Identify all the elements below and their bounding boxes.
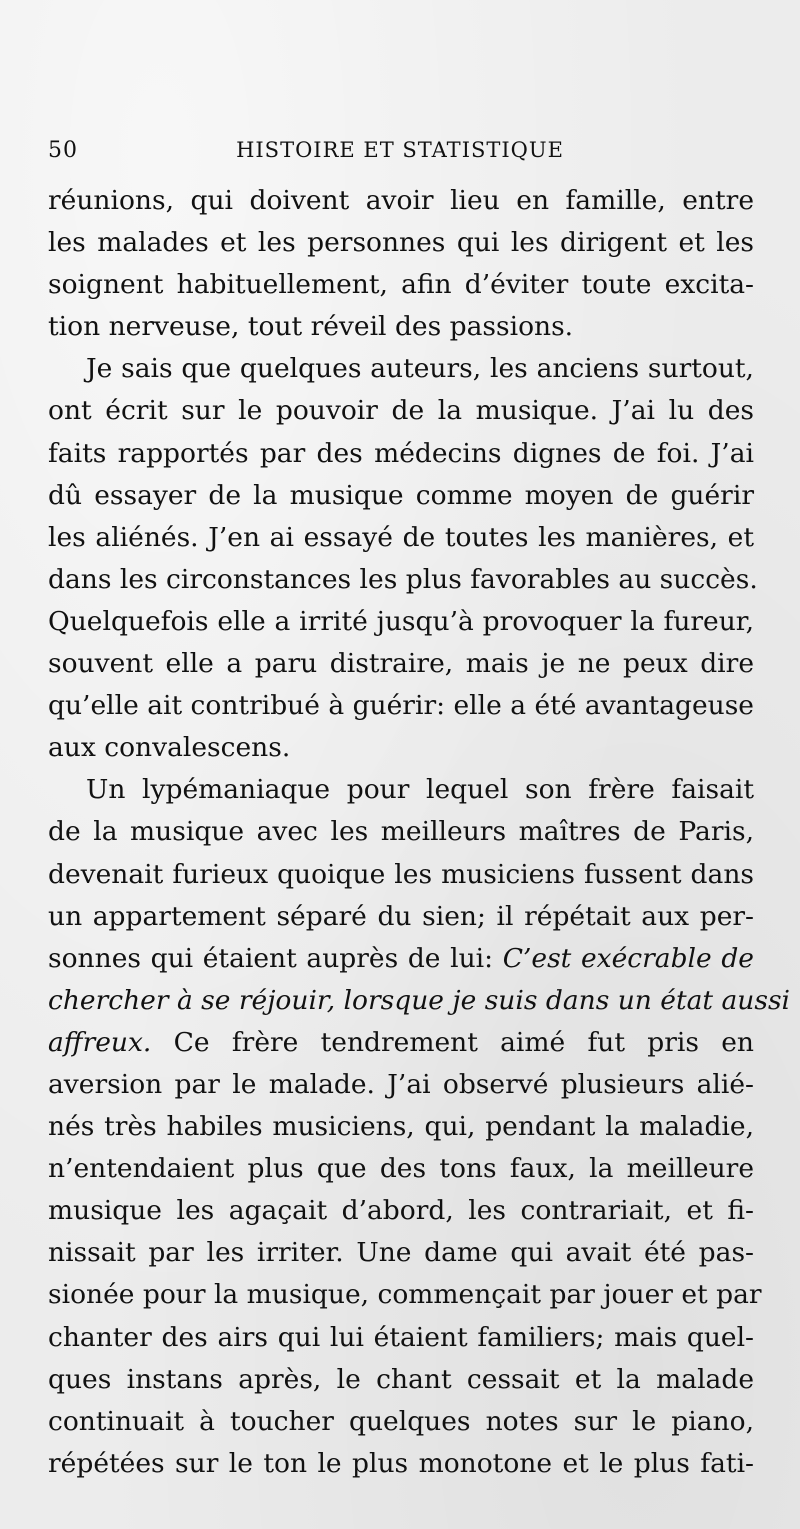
text-line: nissait par les irriter. Une dame qui avait été pas-: [48, 1237, 754, 1269]
page-number: 50: [48, 138, 78, 163]
body-text: [48, 180, 791, 1485]
text-line: Un lypémaniaque pour lequel son frère faisait: [86, 774, 754, 806]
text-line: répétées sur le ton le plus monotone et le plus fati-: [48, 1447, 754, 1479]
page-header: [40, 132, 760, 172]
text-line: sionée pour la musique, commençait par jouer et par: [48, 1279, 762, 1311]
text-line: aux convalescens.: [48, 732, 291, 764]
text-line: réunions, qui doivent avoir lieu en famille, entre: [48, 185, 754, 216]
text-line: les aliénés. J’en ai essayé de toutes les manières, et: [48, 521, 754, 553]
text-line: ques instans après, le chant cessait et la malade: [48, 1363, 754, 1395]
text-line: continuait à toucher quelques notes sur le piano,: [48, 1405, 754, 1437]
text-line: souvent elle a paru distraire, mais je ne peux dire: [48, 648, 754, 680]
text-line: chanter des airs qui lui étaient familiers; mais quel-: [48, 1321, 754, 1353]
text-line: les malades et les personnes qui les dirigent et les: [48, 227, 754, 259]
text-line: dû essayer de la musique comme moyen de guérir: [48, 479, 754, 511]
text-line: affreux. Ce frère tendrement aimé fut pris en: [48, 1026, 754, 1058]
text-line: faits rapportés par des médecins dignes de foi. J’ai: [48, 437, 754, 469]
text-line: tion nerveuse, tout réveil des passions.: [48, 311, 574, 343]
text-line: n’entendaient plus que des tons faux, la meilleure: [48, 1153, 754, 1185]
text-line: soignent habituellement, afin d’éviter toute excita-: [48, 269, 754, 301]
text-line: Je sais que quelques auteurs, les anciens surtout,: [86, 353, 754, 385]
text-line: nés très habiles musiciens, qui, pendant la maladie,: [48, 1111, 754, 1143]
text-line: ont écrit sur le pouvoir de la musique. J’ai lu des: [48, 395, 754, 427]
text-line: musique les agaçait d’abord, les contrariait, et fi-: [48, 1195, 754, 1227]
running-head: HISTOIRE ET STATISTIQUE: [236, 138, 564, 162]
text-line: qu’elle ait contribué à guérir: elle a été avantageuse: [48, 690, 754, 722]
text-line: chercher à se réjouir, lorsque je suis dans un état aussi: [48, 984, 791, 1016]
text-line: un appartement séparé du sien; il répétait aux per-: [48, 900, 754, 932]
text-line: dans les circonstances les plus favorables au succès.: [48, 563, 758, 595]
text-line: devenait furieux quoique les musiciens fussent dans: [48, 858, 754, 890]
text-line: de la musique avec les meilleurs maîtres de Paris,: [48, 816, 754, 848]
text-line: Quelquefois elle a irrité jusqu’à provoquer la fureur,: [48, 605, 754, 637]
text-line: sonnes qui étaient auprès de lui: C’est exécrable de: [48, 942, 754, 974]
text-line: aversion par le malade. J’ai observé plusieurs alié-: [48, 1068, 754, 1100]
